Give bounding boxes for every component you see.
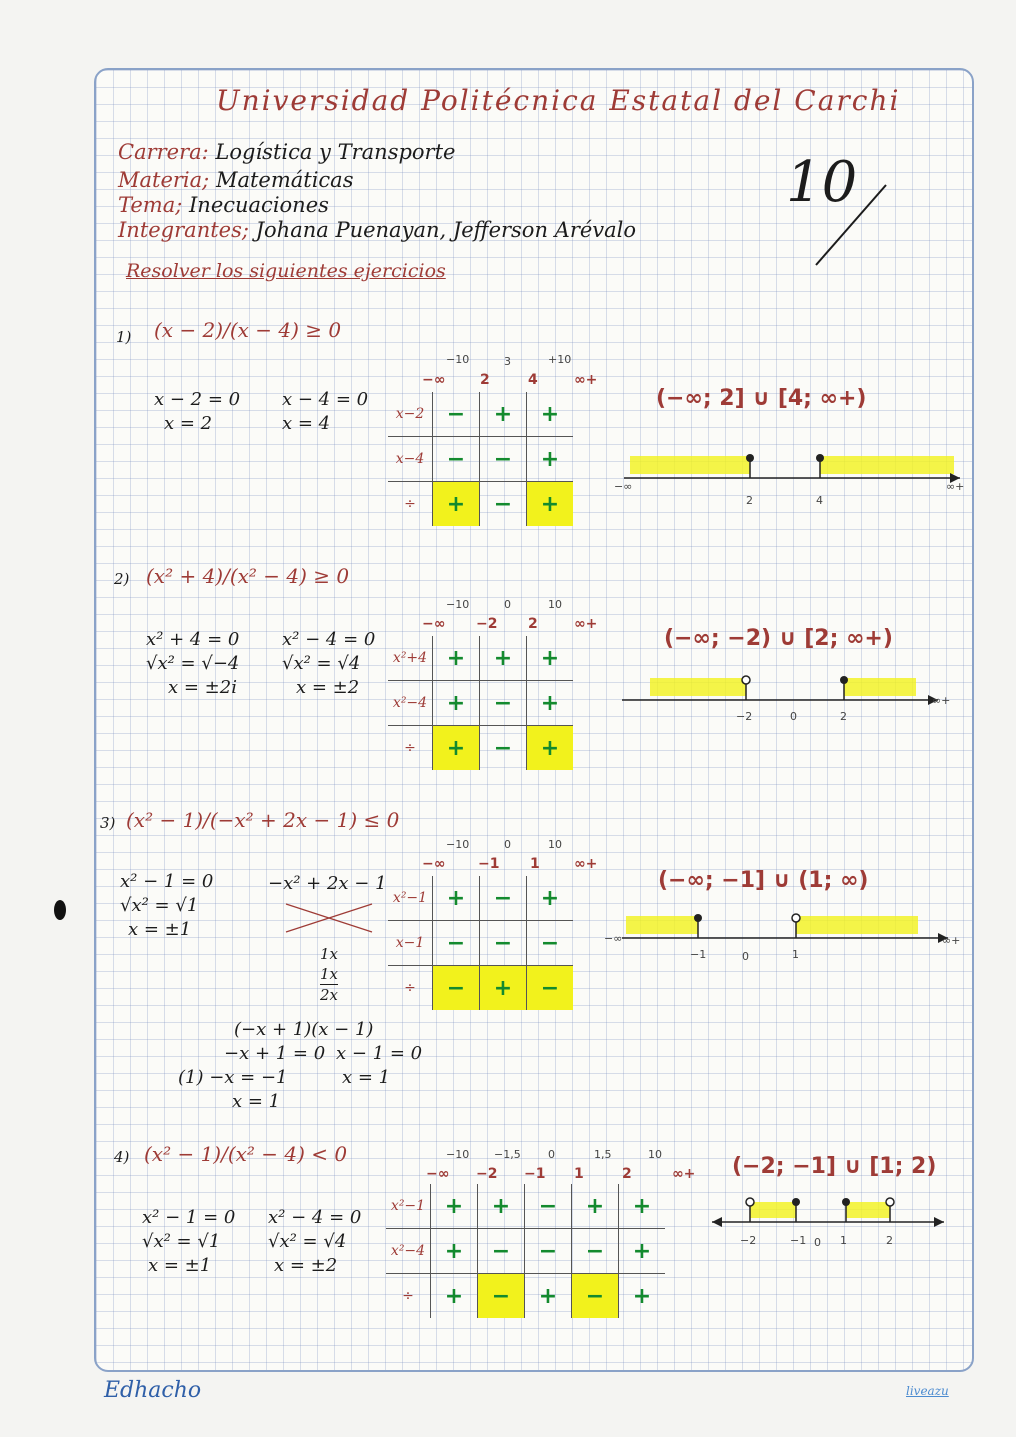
- top-number: 10: [548, 838, 562, 851]
- axis-label: 1: [840, 1234, 847, 1247]
- work-line: x = 1: [232, 1091, 281, 1112]
- work-line: x = 4: [282, 413, 331, 434]
- critical-point: −∞: [422, 856, 446, 872]
- critical-point: ∞+: [574, 856, 598, 872]
- sign-cell: −: [480, 876, 527, 921]
- top-number: −10: [446, 1148, 470, 1161]
- row-label: ÷: [388, 726, 433, 771]
- axis-label: 4: [816, 494, 823, 507]
- top-number: 1,5: [594, 1148, 612, 1161]
- materia-value: Matemáticas: [215, 168, 354, 192]
- work-line: x − 4 = 0: [282, 389, 369, 410]
- sign-cell: +: [431, 1184, 478, 1229]
- exercise-1-work-b: [282, 388, 368, 436]
- axis-label: 1: [792, 948, 799, 961]
- grade-mark: 10: [786, 150, 858, 215]
- exercise-3-inequality: (x² − 1)/(−x² + 2x − 1) ≤ 0: [126, 808, 400, 832]
- sign-cell: −: [480, 437, 527, 482]
- work-line: x = 2: [164, 413, 213, 434]
- carrera-value: Logística y Transporte: [215, 140, 456, 164]
- exercise-2-work-b: [282, 628, 375, 700]
- sign-cell: +: [619, 1229, 666, 1274]
- top-number: 0: [504, 598, 511, 611]
- table-row: [388, 681, 573, 726]
- sign-cell: −: [478, 1274, 525, 1319]
- work-line: x = ±2: [296, 677, 360, 698]
- exercise-4-work-a: [142, 1206, 235, 1278]
- sign-cell: +: [527, 726, 574, 771]
- sign-cell: +: [431, 1274, 478, 1319]
- axis-label: 0: [742, 950, 749, 963]
- sign-cell: +: [527, 636, 574, 681]
- number-line-2: [622, 670, 942, 714]
- sign-cell: −: [433, 392, 480, 437]
- exercise-3-work-a: [120, 870, 213, 942]
- sign-cell: +: [433, 636, 480, 681]
- work-line: √x² = √1: [142, 1231, 221, 1252]
- row-label: x−2: [388, 392, 433, 437]
- exercise-2-work-a: [146, 628, 239, 700]
- work-line: x² − 1 = 0: [142, 1207, 236, 1228]
- top-number: −10: [446, 353, 470, 366]
- carrera-label: Carrera:: [118, 140, 209, 164]
- sign-cell: +: [527, 482, 574, 527]
- row-label: ÷: [386, 1274, 431, 1319]
- axis-label: −2: [740, 1234, 757, 1247]
- exercise-3-factored: (−x + 1)(x − 1): [234, 1019, 374, 1040]
- work-line: x = ±1: [128, 919, 192, 940]
- axis-label: −∞: [614, 480, 633, 493]
- axis-label: 2: [840, 710, 847, 723]
- row-label: x²−4: [388, 681, 433, 726]
- sign-cell: −: [480, 726, 527, 771]
- row-label: x²−4: [386, 1229, 431, 1274]
- row-label: x−1: [388, 921, 433, 966]
- exercise-4-number: 4): [114, 1148, 130, 1166]
- work-line: x² − 4 = 0: [268, 1207, 362, 1228]
- exercise-3-factoring: [268, 872, 387, 896]
- sign-cell: −: [527, 966, 574, 1011]
- sign-table-2: [388, 636, 573, 770]
- critical-point: −∞: [426, 1166, 450, 1182]
- sign-table-3: [388, 876, 573, 1010]
- critical-point: −2: [476, 616, 498, 632]
- sign-table-1: [388, 392, 573, 526]
- axis-label: ∞+: [932, 694, 951, 707]
- carrera-line: [118, 140, 455, 164]
- top-number: 10: [648, 1148, 662, 1161]
- sign-cell: −: [525, 1184, 572, 1229]
- row-label: ÷: [388, 966, 433, 1011]
- sign-cell: −: [480, 681, 527, 726]
- axis-label: 2: [886, 1234, 893, 1247]
- axis-label: −∞: [604, 932, 623, 945]
- critical-point: 2: [528, 616, 538, 632]
- sign-cell: −: [433, 921, 480, 966]
- integrantes-label: Integrantes;: [118, 218, 249, 242]
- exercise-4-work-b: [268, 1206, 361, 1278]
- exercise-3-sum: [320, 944, 338, 1005]
- work-line: 1x: [320, 945, 339, 963]
- axis-label: ∞+: [946, 480, 965, 493]
- exercise-3-number: 3): [100, 814, 116, 832]
- sign-cell: −: [480, 482, 527, 527]
- exercise-1-inequality: (x − 2)/(x − 4) ≥ 0: [154, 318, 342, 342]
- tema-value: Inecuaciones: [189, 193, 329, 217]
- critical-point: 1: [530, 856, 540, 872]
- sign-cell: +: [527, 876, 574, 921]
- materia-label: Materia;: [118, 168, 210, 192]
- exercise-1-work-a: [154, 388, 240, 436]
- page-title: Universidad Politécnica Estatal del Carchi: [216, 84, 901, 117]
- table-row: [388, 482, 573, 527]
- work-line: x = ±2i: [168, 677, 237, 698]
- top-number: +10: [548, 353, 572, 366]
- axis-label: 0: [790, 710, 797, 723]
- work-line: x = 1: [342, 1067, 391, 1088]
- sign-cell: +: [478, 1184, 525, 1229]
- exercise-2-solution: (−∞; −2) ∪ [2; ∞+): [664, 626, 893, 651]
- critical-point: −1: [524, 1166, 546, 1182]
- exercise-3-roots-a: [178, 1042, 326, 1114]
- table-row: [388, 636, 573, 681]
- critical-point: −2: [476, 1166, 498, 1182]
- sign-cell: −: [525, 1229, 572, 1274]
- critical-point: 2: [622, 1166, 632, 1182]
- sign-cell: −: [527, 921, 574, 966]
- work-line: x² − 4 = 0: [282, 629, 376, 650]
- work-line: x − 2 = 0: [154, 389, 241, 410]
- sign-cell: +: [480, 636, 527, 681]
- exercise-1-solution: (−∞; 2] ∪ [4; ∞+): [656, 386, 867, 411]
- work-line: x² + 4 = 0: [146, 629, 240, 650]
- top-number: 0: [548, 1148, 555, 1161]
- sign-cell: +: [619, 1274, 666, 1319]
- exercise-4-inequality: (x² − 1)/(x² − 4) < 0: [144, 1142, 348, 1166]
- liveazu-logo: liveazu: [906, 1384, 949, 1398]
- integrantes-line: [118, 218, 636, 242]
- sign-cell: −: [572, 1229, 619, 1274]
- sign-table-4: [386, 1184, 665, 1318]
- work-line: x = ±2: [274, 1255, 338, 1276]
- critical-point: ∞+: [672, 1166, 696, 1182]
- critical-point: 2: [480, 372, 490, 388]
- number-line-3: [622, 908, 952, 952]
- grade-slash: [811, 180, 891, 270]
- critical-point: 1: [574, 1166, 584, 1182]
- sign-cell: −: [572, 1274, 619, 1319]
- cross-method-lines: [282, 900, 382, 936]
- tema-label: Tema;: [118, 193, 183, 217]
- work-line: −x² + 2x − 1: [268, 873, 387, 894]
- exercise-4-solution: (−2; −1] ∪ [1; 2): [732, 1154, 937, 1179]
- top-number: −10: [446, 598, 470, 611]
- table-row: [388, 437, 573, 482]
- work-line: (1) −x = −1: [178, 1067, 288, 1088]
- sign-cell: +: [480, 966, 527, 1011]
- axis-label: 0: [814, 1236, 821, 1249]
- row-label: x−4: [388, 437, 433, 482]
- sign-cell: +: [480, 392, 527, 437]
- table-row: [388, 392, 573, 437]
- work-line: √x² = √1: [120, 895, 199, 916]
- work-line: √x² = √4: [268, 1231, 347, 1252]
- work-line: √x² = √4: [282, 653, 361, 674]
- critical-point: −1: [478, 856, 500, 872]
- axis-label: ∞+: [942, 934, 961, 947]
- top-number: −1,5: [494, 1148, 521, 1161]
- sign-cell: +: [572, 1184, 619, 1229]
- sign-cell: −: [433, 437, 480, 482]
- exercise-3-solution: (−∞; −1] ∪ (1; ∞): [658, 868, 869, 893]
- sign-cell: +: [619, 1184, 666, 1229]
- edhacho-logo: Edhacho: [104, 1378, 202, 1403]
- work-line: x − 1 = 0: [336, 1043, 423, 1064]
- critical-point: −∞: [422, 372, 446, 388]
- top-number: 10: [548, 598, 562, 611]
- sign-cell: +: [527, 681, 574, 726]
- sign-cell: +: [525, 1274, 572, 1319]
- integrantes-value: Johana Puenayan, Jefferson Arévalo: [255, 218, 637, 242]
- instruction: Resolver los siguientes ejercicios: [126, 260, 446, 282]
- critical-point: −∞: [422, 616, 446, 632]
- critical-point: ∞+: [574, 616, 598, 632]
- number-line-1: [624, 448, 964, 498]
- work-line: 1x: [320, 965, 339, 983]
- table-row: [386, 1229, 665, 1274]
- sign-cell: +: [527, 437, 574, 482]
- tema-line: [118, 193, 329, 217]
- sign-cell: +: [433, 482, 480, 527]
- work-line: √x² = √−4: [146, 653, 240, 674]
- exercise-2-inequality: (x² + 4)/(x² − 4) ≥ 0: [146, 564, 350, 588]
- sign-cell: +: [433, 726, 480, 771]
- sign-cell: +: [527, 392, 574, 437]
- binder-hole: [54, 900, 66, 920]
- axis-label: −1: [690, 948, 707, 961]
- table-row: [388, 921, 573, 966]
- work-line: x = ±1: [148, 1255, 212, 1276]
- row-label: x²+4: [388, 636, 433, 681]
- materia-line: [118, 168, 353, 192]
- row-label: x²−1: [388, 876, 433, 921]
- exercise-3-roots-b: [336, 1042, 422, 1090]
- table-row: [388, 726, 573, 771]
- table-row: [388, 876, 573, 921]
- notebook-page: [94, 68, 974, 1372]
- table-row: [388, 966, 573, 1011]
- sign-cell: −: [478, 1229, 525, 1274]
- work-line: −x + 1 = 0: [224, 1043, 326, 1064]
- top-number: −10: [446, 838, 470, 851]
- sign-cell: +: [433, 876, 480, 921]
- work-line: x² − 1 = 0: [120, 871, 214, 892]
- sign-cell: −: [480, 921, 527, 966]
- top-number: 0: [504, 838, 511, 851]
- axis-label: −1: [790, 1234, 807, 1247]
- axis-label: −2: [736, 710, 753, 723]
- work-line: 2x: [320, 986, 339, 1004]
- row-label: x²−1: [386, 1184, 431, 1229]
- top-number: 3: [504, 355, 511, 368]
- critical-point: 4: [528, 372, 538, 388]
- sign-cell: +: [433, 681, 480, 726]
- row-label: ÷: [388, 482, 433, 527]
- number-line-4: [712, 1194, 948, 1234]
- sign-cell: −: [433, 966, 480, 1011]
- exercise-2-number: 2): [114, 570, 130, 588]
- sign-cell: +: [431, 1229, 478, 1274]
- exercise-1-number: 1): [116, 328, 132, 346]
- axis-label: 2: [746, 494, 753, 507]
- critical-point: ∞+: [574, 372, 598, 388]
- table-row: [386, 1184, 665, 1229]
- table-row: [386, 1274, 665, 1319]
